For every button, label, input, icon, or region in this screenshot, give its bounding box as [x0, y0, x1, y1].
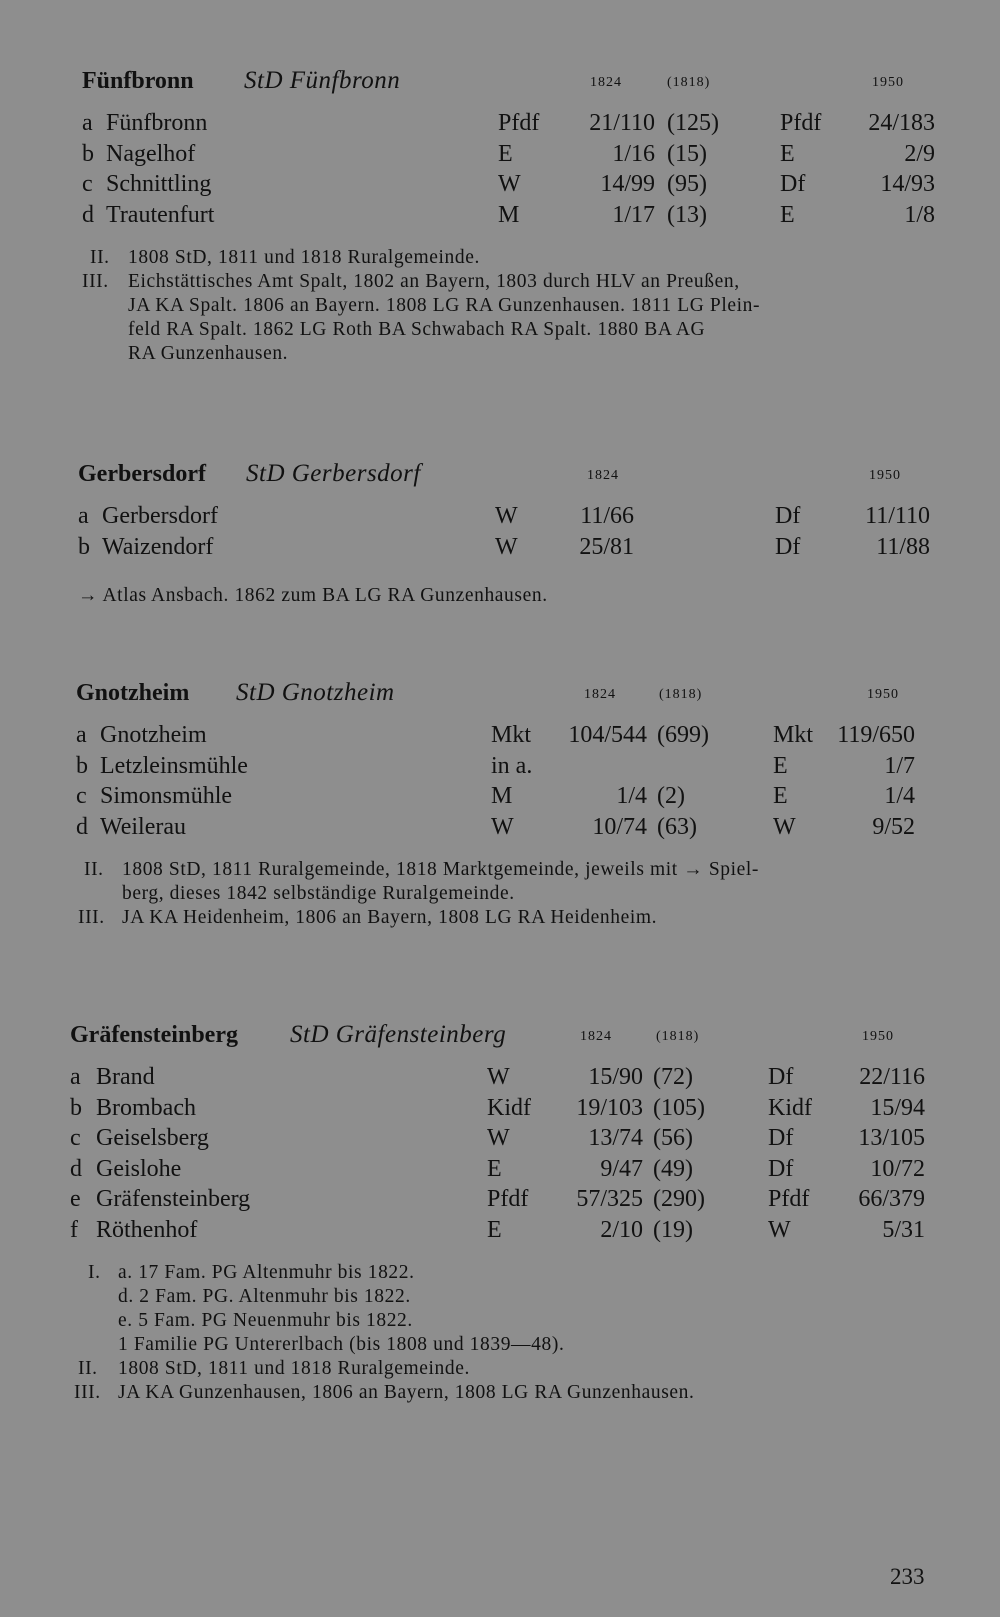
row-value-1824: 15/90	[588, 1064, 643, 1090]
row-type-1824: E	[498, 140, 513, 167]
row-value-1950: 24/183	[868, 110, 935, 136]
table-row	[0, 1064, 1000, 1095]
place-table	[0, 1064, 1000, 1247]
row-value-1818: (125)	[667, 110, 719, 136]
row-place: Fünfbronn	[106, 110, 208, 136]
row-type-1950: Pfdf	[780, 110, 822, 136]
row-place: Letzleinsmühle	[100, 752, 248, 779]
row-value-1818: (105)	[653, 1094, 705, 1121]
row-place: Röthenhof	[96, 1216, 198, 1243]
section-std: StD Gerbersdorf	[246, 460, 421, 487]
note-line: d. 2 Fam. PG. Altenmuhr bis 1822.	[118, 1286, 411, 1307]
section-name: Gnotzheim	[76, 680, 190, 706]
table-row	[0, 110, 1000, 141]
row-type-1824: Pfdf	[487, 1186, 529, 1212]
page-number: 233	[890, 1564, 925, 1589]
row-place: Gräfensteinberg	[96, 1186, 251, 1212]
row-place: Schnittling	[106, 171, 212, 197]
row-type-1824: W	[487, 1125, 510, 1151]
row-type-1824: E	[487, 1155, 502, 1182]
note-line: berg, dieses 1842 selbständige Ruralgemeinde.	[122, 883, 515, 904]
row-value-1818: (699)	[657, 722, 709, 748]
section-name: Gerbersdorf	[78, 461, 206, 487]
row-type-1950: Mkt	[773, 722, 814, 748]
row-value-1950: 1/4	[884, 783, 915, 809]
row-value-1950: 10/72	[870, 1155, 925, 1182]
row-letter: d	[70, 1155, 82, 1182]
row-value-1950: 119/650	[837, 722, 915, 748]
note-line: 1808 StD, 1811 Ruralgemeinde, 1818 Marktgemeinde, jeweils mit → Spiel-	[122, 859, 760, 880]
row-place: Gnotzheim	[100, 722, 207, 748]
row-value-1824: 14/99	[600, 171, 655, 197]
note-line: 1808 StD, 1811 und 1818 Ruralgemeinde.	[118, 1358, 470, 1379]
row-place: Geislohe	[96, 1155, 182, 1182]
row-value-1824: 104/544	[568, 722, 647, 748]
note	[0, 246, 1000, 270]
row-value-1824: 57/325	[576, 1186, 643, 1212]
section-graefensteinberg	[0, 1016, 1000, 1405]
note	[0, 1357, 1000, 1381]
table-row	[0, 171, 1000, 202]
section-gerbersdorf	[0, 455, 1000, 608]
row-type-1824: Pfdf	[498, 110, 540, 136]
row-value-1824: 25/81	[579, 533, 634, 560]
row-type-1950: E	[780, 201, 795, 228]
row-letter: a	[76, 722, 87, 748]
note-line: e. 5 Fam. PG Neuenmuhr bis 1822.	[118, 1310, 413, 1331]
section-name: Gräfensteinberg	[70, 1022, 238, 1048]
row-value-1950: 66/379	[858, 1186, 925, 1212]
section-notes	[0, 246, 1000, 366]
section-fuenfbronn	[0, 62, 1000, 366]
note	[0, 1381, 1000, 1405]
note	[0, 906, 1000, 930]
note-number: III.	[78, 907, 105, 928]
section-notes	[0, 1261, 1000, 1405]
row-type-1950: Df	[768, 1064, 794, 1090]
year-1824: 1824	[584, 687, 616, 702]
row-place: Weilerau	[100, 813, 187, 840]
row-letter: a	[78, 503, 89, 529]
note-line: 1 Familie PG Untererlbach (bis 1808 und 1839—48).	[118, 1334, 565, 1355]
row-value-1950: 5/31	[882, 1216, 925, 1243]
table-row	[0, 753, 1000, 784]
row-value-1950: 2/9	[904, 140, 935, 167]
row-value-1950: 1/7	[884, 752, 915, 779]
row-letter: a	[70, 1064, 81, 1090]
table-row	[0, 722, 1000, 753]
table-row	[0, 503, 1000, 534]
place-table	[0, 110, 1000, 232]
row-type-1950: E	[780, 140, 795, 167]
place-table	[0, 503, 1000, 564]
row-value-1818: (56)	[653, 1125, 693, 1151]
row-type-1824: Kidf	[487, 1094, 531, 1121]
note-line: Eichstättisches Amt Spalt, 1802 an Bayern, 1803 durch HLV an Preußen,	[128, 271, 740, 292]
year-1824: 1824	[580, 1029, 612, 1044]
note-line: JA KA Spalt. 1806 an Bayern. 1808 LG RA Gunzenhausen. 1811 LG Plein-	[128, 295, 761, 316]
table-row	[0, 534, 1000, 565]
row-value-1950: 11/110	[865, 503, 930, 529]
row-value-1824: 9/47	[600, 1155, 643, 1182]
row-value-1818: (13)	[667, 201, 707, 228]
row-type-1950: E	[773, 783, 788, 809]
row-letter: c	[82, 171, 93, 197]
note-number: III.	[82, 271, 109, 292]
section-std: StD Gnotzheim	[236, 679, 395, 706]
row-type-1824: M	[491, 783, 513, 809]
note-number: III.	[74, 1382, 101, 1403]
row-value-1818: (19)	[653, 1216, 693, 1243]
row-letter: b	[70, 1094, 82, 1121]
year-1824: 1824	[590, 75, 622, 90]
row-type-1950: Df	[775, 533, 801, 560]
year-1818: (1818)	[667, 75, 711, 90]
row-type-1950: Pfdf	[768, 1186, 810, 1212]
row-value-1824: 10/74	[592, 813, 647, 840]
section-header	[0, 1016, 1000, 1056]
table-row	[0, 1217, 1000, 1248]
row-value-1818: (49)	[653, 1155, 693, 1182]
row-value-1824: 13/74	[588, 1125, 643, 1151]
row-value-1824: 1/4	[616, 783, 647, 809]
row-place: Geiselsberg	[96, 1125, 209, 1151]
year-1824: 1824	[587, 468, 619, 483]
row-place: Brombach	[96, 1094, 196, 1121]
row-letter: c	[76, 783, 87, 809]
row-place: Simonsmühle	[100, 783, 233, 809]
note-number: II.	[78, 1358, 98, 1379]
row-value-1818: (2)	[657, 783, 685, 809]
note-number: II.	[90, 247, 110, 268]
row-type-1824: Mkt	[491, 722, 532, 748]
row-place: Trautenfurt	[106, 201, 215, 228]
row-letter: b	[82, 140, 94, 167]
row-place: Waizendorf	[102, 533, 214, 560]
row-value-1824: 21/110	[589, 110, 655, 136]
note-line: → Atlas Ansbach. 1862 zum BA LG RA Gunzenhausen.	[78, 585, 548, 606]
row-letter: c	[70, 1125, 81, 1151]
row-value-1950: 9/52	[872, 813, 915, 840]
section-std: StD Fünfbronn	[244, 67, 401, 94]
row-type-1950: Kidf	[768, 1094, 812, 1121]
note-line: a. 17 Fam. PG Altenmuhr bis 1822.	[118, 1262, 415, 1283]
row-type-1824: E	[487, 1216, 502, 1243]
row-letter: d	[82, 201, 94, 228]
table-row	[0, 814, 1000, 845]
row-type-1824: M	[498, 201, 520, 228]
row-type-1950: W	[768, 1216, 791, 1243]
table-row	[0, 1095, 1000, 1126]
row-type-1950: Df	[768, 1125, 794, 1151]
row-letter: b	[76, 752, 88, 779]
note-line: feld RA Spalt. 1862 LG Roth BA Schwabach RA Spalt. 1880 BA AG	[128, 319, 706, 340]
row-value-1818: (15)	[667, 140, 707, 167]
year-1950: 1950	[862, 1029, 894, 1044]
row-value-1950: 11/88	[876, 533, 930, 560]
row-type-1824: W	[495, 503, 518, 529]
note-number: II.	[84, 859, 104, 880]
row-place: Nagelhof	[106, 140, 196, 167]
row-value-1824: 1/17	[612, 201, 655, 228]
row-type-1824: W	[498, 171, 521, 197]
row-value-1824: 19/103	[576, 1094, 643, 1121]
note	[0, 584, 1000, 608]
table-row	[0, 1156, 1000, 1187]
row-type-1950: Df	[780, 171, 806, 197]
section-notes	[0, 858, 1000, 930]
section-std: StD Gräfensteinberg	[290, 1021, 507, 1048]
row-letter: a	[82, 110, 93, 136]
note-line: RA Gunzenhausen.	[128, 343, 289, 364]
year-1818: (1818)	[659, 687, 703, 702]
row-type-1950: W	[773, 813, 796, 840]
table-row	[0, 783, 1000, 814]
row-type-1824: W	[491, 813, 514, 840]
row-type-1950: E	[773, 752, 788, 779]
table-row	[0, 1125, 1000, 1156]
note-number: I.	[88, 1262, 101, 1283]
row-value-1950: 22/116	[859, 1064, 925, 1090]
table-row	[0, 141, 1000, 172]
row-value-1824: 2/10	[600, 1216, 643, 1243]
note-line: 1808 StD, 1811 und 1818 Ruralgemeinde.	[128, 247, 480, 268]
row-value-1824: 11/66	[580, 503, 634, 529]
table-row	[0, 1186, 1000, 1217]
year-1950: 1950	[869, 468, 901, 483]
row-type-1824: W	[487, 1064, 510, 1090]
row-value-1950: 14/93	[880, 171, 935, 197]
row-type-1950: Df	[768, 1155, 794, 1182]
note	[0, 858, 1000, 906]
row-letter: e	[70, 1186, 81, 1212]
row-letter: f	[70, 1216, 78, 1243]
row-place: Gerbersdorf	[102, 503, 218, 529]
row-value-1818: (95)	[667, 171, 707, 197]
row-value-1950: 13/105	[858, 1125, 925, 1151]
row-value-1950: 15/94	[870, 1094, 925, 1121]
row-value-1950: 1/8	[904, 201, 935, 228]
row-value-1824: 1/16	[612, 140, 655, 167]
row-place: Brand	[96, 1064, 155, 1090]
row-type-1950: Df	[775, 503, 801, 529]
section-gnotzheim	[0, 674, 1000, 930]
row-value-1818: (72)	[653, 1064, 693, 1090]
row-letter: b	[78, 533, 90, 560]
row-value-1818: (290)	[653, 1186, 705, 1212]
row-type-1824: in a.	[491, 752, 533, 779]
section-header	[0, 62, 1000, 102]
note	[0, 270, 1000, 366]
section-header	[0, 455, 1000, 495]
year-1950: 1950	[867, 687, 899, 702]
year-1950: 1950	[872, 75, 904, 90]
note	[0, 1261, 1000, 1357]
section-header	[0, 674, 1000, 714]
table-row	[0, 202, 1000, 233]
year-1818: (1818)	[656, 1029, 700, 1044]
section-name: Fünfbronn	[82, 68, 194, 94]
place-table	[0, 722, 1000, 844]
section-notes	[0, 584, 1000, 608]
row-value-1818: (63)	[657, 813, 697, 840]
row-type-1824: W	[495, 533, 518, 560]
row-letter: d	[76, 813, 88, 840]
note-line: JA KA Heidenheim, 1806 an Bayern, 1808 LG RA Heidenheim.	[122, 907, 658, 928]
note-line: JA KA Gunzenhausen, 1806 an Bayern, 1808 LG RA Gunzenhausen.	[118, 1382, 695, 1403]
